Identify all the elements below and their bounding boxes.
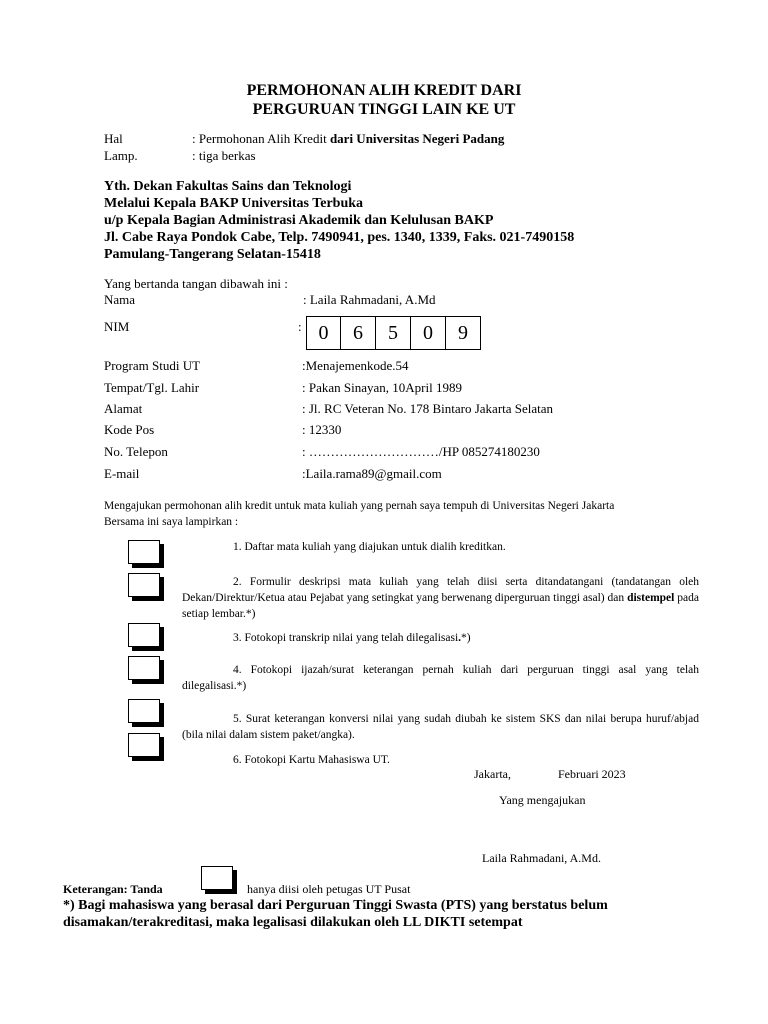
lamp-label: Lamp. <box>104 148 138 163</box>
kodepos-label: Kode Pos <box>104 422 155 437</box>
identity-intro: Yang bertanda tangan dibawah ini : <box>104 276 288 291</box>
footnote-line1: *) Bagi mahasiswa yang berasal dari Perguruan Tinggi Swasta (PTS) yang berstatus belum <box>63 898 608 913</box>
alamat-label: Alamat <box>104 401 143 416</box>
document-title-line1: PERMOHONAN ALIH KREDIT DARI <box>246 82 522 99</box>
checkbox[interactable] <box>128 733 160 757</box>
ttl-value: : Pakan Sinayan, 10April 1989 <box>302 380 462 395</box>
nim-digit: 0 <box>306 316 341 350</box>
recipient-line: Melalui Kepala BAKP Universitas Terbuka <box>104 196 364 211</box>
nim-colon: : <box>298 319 302 334</box>
nim-digit-boxes <box>306 316 481 350</box>
nama-value: : Laila Rahmadani, A.Md <box>303 292 436 307</box>
keterangan-label: Keterangan: Tanda <box>63 882 163 896</box>
prodi-value: :Menajemenkode.54 <box>302 358 409 373</box>
checkbox[interactable] <box>128 573 160 597</box>
email-value: :Laila.rama89@gmail.com <box>302 466 442 481</box>
checkbox[interactable] <box>128 623 160 647</box>
hal-value: : Permohonan Alih Kredit dari Universitas Negeri Padang <box>192 131 505 146</box>
nim-digit: 6 <box>341 316 376 350</box>
nim-label: NIM <box>104 319 130 334</box>
attachment-item-5: 5. Surat keterangan konversi nilai yang sudah diubah ke sistem SKS dan nilai berupa huruf/abjad (bila nilai dalam sistem paket/angka). <box>182 713 699 741</box>
email-label: E-mail <box>104 466 140 481</box>
telepon-label: No. Telepon <box>104 444 168 459</box>
attachment-item-3: 3. Fotokopi transkrip nilai yang telah dilegalisasi.*) <box>233 632 471 644</box>
checkbox[interactable] <box>128 699 160 723</box>
telepon-value: : …………………………/HP 085274180230 <box>302 444 540 459</box>
alamat-value: : Jl. RC Veteran No. 178 Bintaro Jakarta Selatan <box>302 401 554 416</box>
request-statement: Mengajukan permohonan alih kredit untuk mata kuliah yang pernah saya tempuh di Universitas Negeri Jakarta <box>104 500 615 512</box>
lamp-value: : tiga berkas <box>192 148 256 163</box>
signature-label: Yang mengajukan <box>499 793 586 807</box>
hal-label: Hal <box>104 131 123 146</box>
nama-label: Nama <box>104 292 136 307</box>
checkbox[interactable] <box>128 540 160 564</box>
attachment-item-6: 6. Fotokopi Kartu Mahasiswa UT. <box>233 754 390 766</box>
recipient-line: Jl. Cabe Raya Pondok Cabe, Telp. 7490941, pes. 1340, 1339, Faks. 021-7490158 <box>104 230 575 245</box>
nim-digit: 5 <box>376 316 411 350</box>
document-title-line2: PERGURUAN TINGGI LAIN KE UT <box>252 101 516 118</box>
attachment-item-1: 1. Daftar mata kuliah yang diajukan untuk dialih kreditkan. <box>233 541 506 553</box>
attachment-item-2: 2. Formulir deskripsi mata kuliah yang telah diisi serta ditandatangani (tandatangan oleh Dekan/Direktur/Ketua atau Pejabat yang setingkat yang berwenang diperguruan tinggi asal) dan distempel pada setiap lembar.*) <box>182 576 699 620</box>
attachments-intro: Bersama ini saya lampirkan : <box>104 516 239 528</box>
recipient-line: u/p Kepala Bagian Administrasi Akademik dan Kelulusan BAKP <box>104 213 494 228</box>
keterangan-text: hanya diisi oleh petugas UT Pusat <box>247 882 411 896</box>
recipient-line: Yth. Dekan Fakultas Sains dan Teknologi <box>104 179 352 194</box>
checkbox-legend <box>201 866 233 890</box>
signature-date: Februari 2023 <box>558 767 626 781</box>
signature-city: Jakarta, <box>474 767 511 781</box>
attachment-item-4: 4. Fotokopi ijazah/surat keterangan pernah kuliah dari perguruan tinggi asal yang telah dilegalisasi.*) <box>182 664 699 692</box>
nim-digit: 0 <box>411 316 446 350</box>
footnote-line2: disamakan/terakreditasi, maka legalisasi dilakukan oleh LL DIKTI setempat <box>63 915 523 930</box>
checkbox[interactable] <box>128 656 160 680</box>
signature-name: Laila Rahmadani, A.Md. <box>482 851 601 865</box>
prodi-label: Program Studi UT <box>104 358 201 373</box>
kodepos-value: : 12330 <box>302 422 342 437</box>
recipient-line: Pamulang-Tangerang Selatan-15418 <box>104 247 321 262</box>
nim-digit: 9 <box>446 316 481 350</box>
ttl-label: Tempat/Tgl. Lahir <box>104 380 200 395</box>
